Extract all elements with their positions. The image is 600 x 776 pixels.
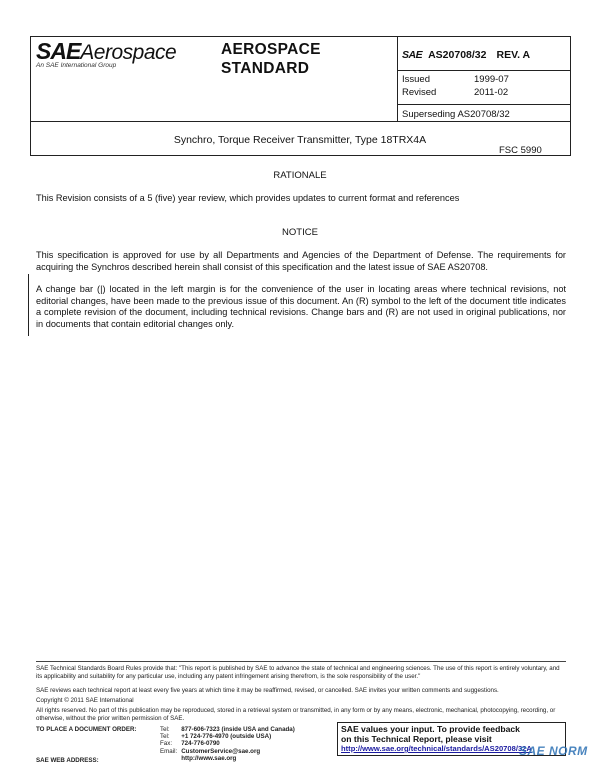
- rationale-text: This Revision consists of a 5 (five) year review, which provides updates to current format and references: [36, 193, 460, 203]
- contact-row: Tel: +1 724-776-4970 (outside USA): [160, 733, 272, 741]
- doc-sae-mark: SAE: [402, 49, 423, 61]
- feedback-line-1: SAE values your input. To provide feedback: [341, 724, 520, 734]
- footer-policy-2: SAE reviews each technical report at least every five years at which time it may be reaffirmed, revised, or cancelled. SAE invites your written comments and suggestions.: [36, 687, 499, 694]
- logo-sae-text: SAE: [36, 38, 81, 64]
- contact-row: Email: CustomerService@sae.org: [160, 747, 261, 755]
- logo-subtitle: An SAE International Group: [36, 62, 117, 69]
- superseding-rule: [397, 104, 570, 105]
- contact-row: Tel: 877-606-7323 (inside USA and Canada): [160, 726, 295, 733]
- order-label: TO PLACE A DOCUMENT ORDER:: [36, 726, 137, 733]
- change-bar: [28, 274, 29, 336]
- header-vertical-divider: [397, 36, 398, 121]
- notice-heading: NOTICE: [282, 227, 318, 238]
- header-horizontal-divider: [30, 121, 570, 122]
- document-title: Synchro, Torque Receiver Transmitter, Type 18TRX4A: [173, 134, 427, 146]
- doc-number-underline: [397, 70, 570, 71]
- contact-row: Fax: 724-776-0790: [160, 740, 220, 748]
- notice-paragraph-2: A change bar (|) located in the left margin is for the convenience of the user in locating areas where technical revisions, not editorial changes, have been made to the previous issue of this document. An (R) symbol to the left of the document title indicates a complete revision of the document, including technical revisions. Change bars and (R) are not used in original publications, nor in documents that contain editorial changes only.: [36, 284, 566, 329]
- doc-revision: REV. A: [496, 49, 531, 61]
- web-label: SAE WEB ADDRESS:: [36, 757, 99, 764]
- rationale-heading: RATIONALE: [273, 170, 327, 181]
- issued-label: Issued: [402, 74, 430, 85]
- revised-value: 2011-02: [474, 87, 509, 98]
- sae-aerospace-logo: [36, 38, 176, 65]
- superseding-text: Superseding AS20708/32: [402, 109, 510, 120]
- doc-number-block: [402, 49, 530, 61]
- footer-copyright: Copyright © 2011 SAE International: [36, 697, 134, 704]
- issued-value: 1999-07: [474, 74, 509, 85]
- feedback-line-2: on this Technical Report, please visit: [341, 734, 492, 744]
- footer-rights: All rights reserved. No part of this publication may be reproduced, stored in a retrieval system or transmitted, in any form or by any means, electronic, mechanical, photocopying, recording, or otherwise, without the prior written permission of SAE.: [36, 707, 556, 722]
- logo-aerospace-text: Aerospace: [80, 41, 177, 64]
- contact-row[interactable]: http://www.sae.org: [181, 754, 237, 762]
- notice-paragraph-1: This specification is approved for use by all Departments and Agencies of the Department of Defense. The requirements for acquiring the Synchros described herein shall consist of this specification and the latest issue of SAE AS20708.: [36, 250, 566, 272]
- feedback-link[interactable]: http://www.sae.org/technical/standards/AS20708/32A: [341, 744, 532, 753]
- footer-rule: [36, 661, 566, 662]
- sae-norm-watermark: SAE NORM: [519, 744, 588, 758]
- standard-title: [221, 40, 321, 78]
- footer-policy-1: SAE Technical Standards Board Rules provide that: "This report is published by SAE to advance the state of technical and engineering sciences. The use of this report is entirely voluntary, and its applicability and suitability for any particular use, including any patent infringement arising therefrom, is the sole responsibility of the user.": [36, 665, 560, 680]
- doc-number: AS20708/32: [428, 49, 487, 61]
- standard-title-line2: STANDARD: [221, 60, 310, 77]
- contact-table: [160, 726, 299, 762]
- revised-label: Revised: [402, 87, 437, 98]
- standard-title-line1: AEROSPACE: [221, 41, 321, 58]
- fsc-code: FSC 5990: [499, 145, 542, 156]
